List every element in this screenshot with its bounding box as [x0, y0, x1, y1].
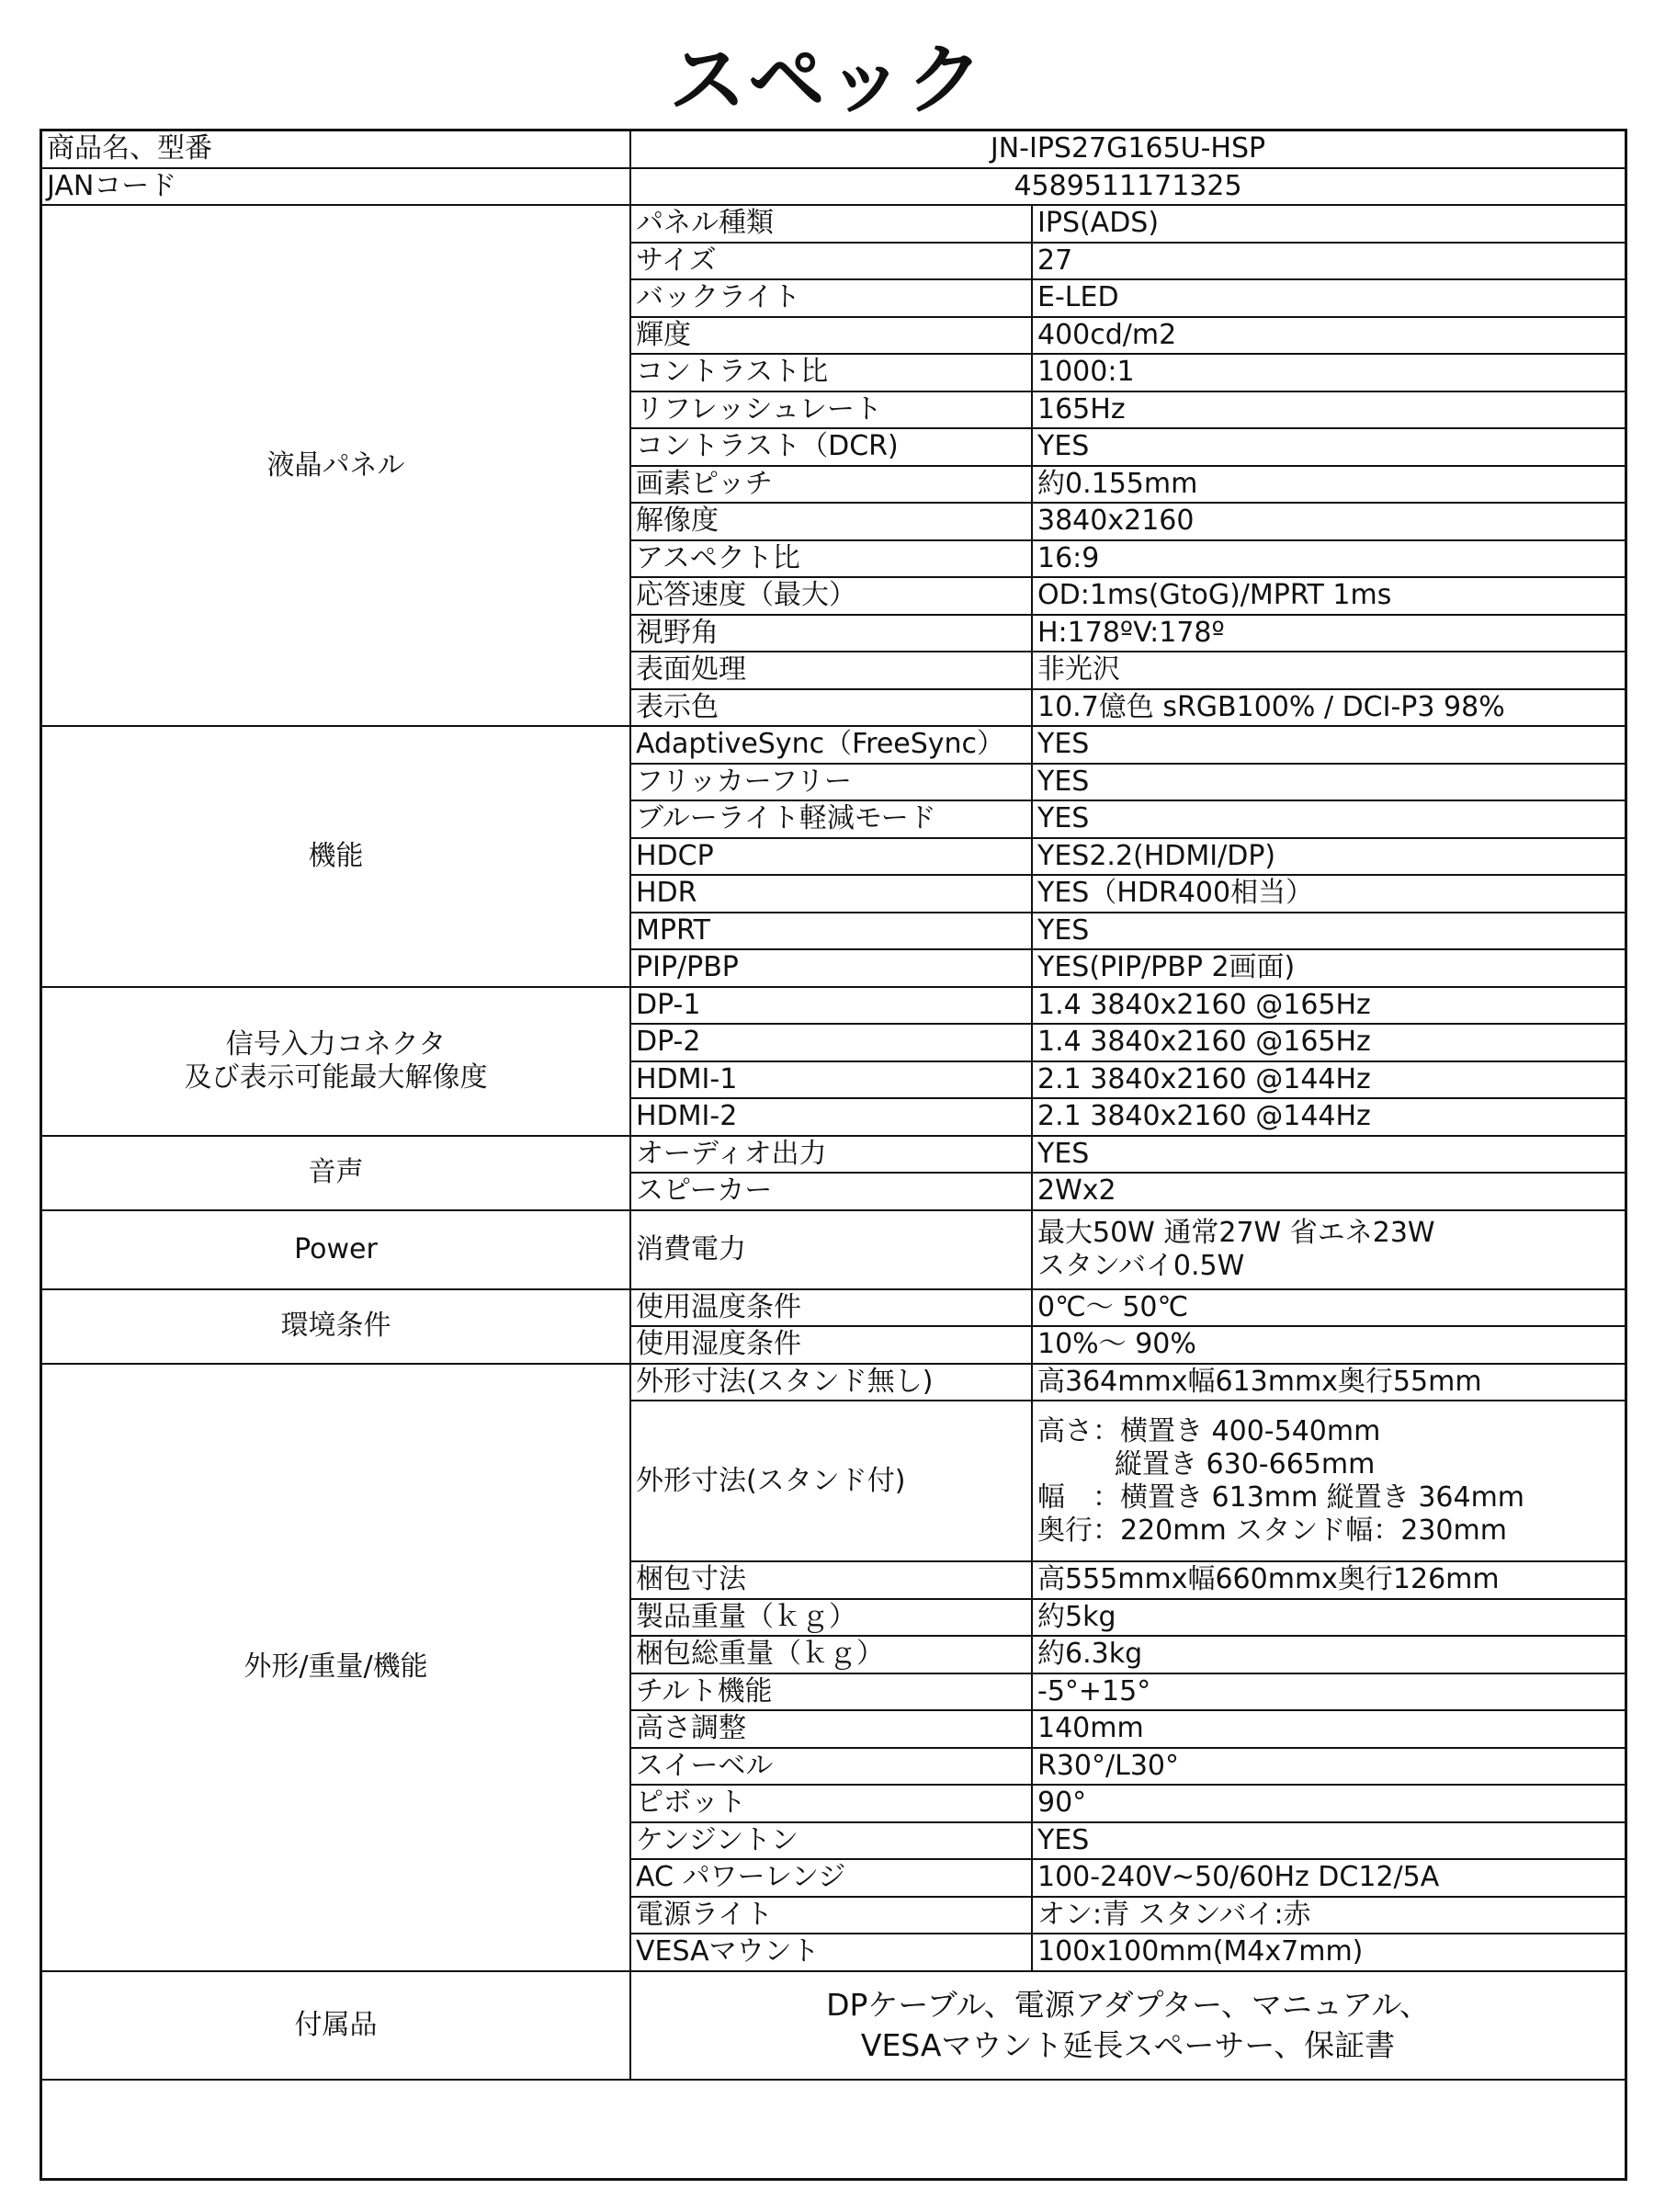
spec-value: 1.4 3840x2160 @165Hz	[1032, 1024, 1626, 1061]
spec-value: 16:9	[1032, 540, 1626, 578]
spec-table	[40, 130, 1626, 2081]
spec-value: 高364mmx幅613mmx奥行55mm	[1032, 1364, 1626, 1401]
spec-value: 2.1 3840x2160 @144Hz	[1032, 1098, 1626, 1136]
spec-label: 使用湿度条件	[630, 1326, 1032, 1364]
table-row	[41, 987, 1626, 1025]
spec-value: 1000:1	[1032, 354, 1626, 391]
spec-value: 2Wx2	[1032, 1173, 1626, 1210]
spec-value: 0℃～ 50℃	[1032, 1289, 1626, 1327]
text-line: 最大50W 通常27W 省エネ23W	[1037, 1216, 1435, 1249]
spec-label: バックライト	[630, 279, 1032, 317]
spec-label: リフレッシュレート	[630, 391, 1032, 429]
table-row	[41, 1136, 1626, 1174]
spec-value: 3840x2160	[1032, 503, 1626, 540]
spec-label: 表示色	[630, 689, 1032, 727]
text-line: スタンバイ0.5W	[1037, 1249, 1245, 1282]
spec-value: 非光沢	[1032, 652, 1626, 689]
spec-label: フリッカーフリー	[630, 764, 1032, 801]
group-label: 付属品	[41, 1971, 630, 2080]
row-value: 4589511171325	[630, 168, 1626, 206]
spec-value: 10%～ 90%	[1032, 1326, 1626, 1364]
group-label: 環境条件	[41, 1289, 630, 1364]
spec-value: オン:青 スタンバイ:赤	[1032, 1897, 1626, 1934]
spec-label: 梱包総重量（ｋｇ）	[630, 1636, 1032, 1673]
group-label: 音声	[41, 1136, 630, 1210]
spec-value: 2.1 3840x2160 @144Hz	[1032, 1061, 1626, 1099]
group-label: 外形/重量/機能	[41, 1364, 630, 1971]
spec-label: MPRT	[630, 913, 1032, 950]
spec-label: HDMI-2	[630, 1098, 1032, 1136]
spec-label: サイズ	[630, 243, 1032, 280]
table-row	[41, 1210, 1626, 1289]
spec-label: 製品重量（ｋｇ）	[630, 1599, 1032, 1637]
spec-value: 1.4 3840x2160 @165Hz	[1032, 987, 1626, 1025]
spec-value: 27	[1032, 243, 1626, 280]
spec-label: 解像度	[630, 503, 1032, 540]
spec-label: HDR	[630, 875, 1032, 913]
table-row	[41, 205, 1626, 243]
spec-label: AdaptiveSync（FreeSync）	[630, 726, 1032, 764]
spec-value: YES	[1032, 428, 1626, 466]
table-row	[41, 1364, 1626, 1401]
spec-label: 使用温度条件	[630, 1289, 1032, 1327]
spec-label: ピボット	[630, 1785, 1032, 1822]
spec-value: 100x100mm(M4x7mm)	[1032, 1934, 1626, 1971]
spec-label: 画素ピッチ	[630, 466, 1032, 504]
spec-label: 輝度	[630, 317, 1032, 355]
page-title: スペック	[668, 35, 985, 125]
spec-label: 電源ライト	[630, 1897, 1032, 1934]
spec-value: 140mm	[1032, 1710, 1626, 1748]
spec-value: 約5kg	[1032, 1599, 1626, 1637]
spec-label: コントラスト比	[630, 354, 1032, 391]
spec-value: YES	[1032, 1822, 1626, 1860]
spec-value: 90°	[1032, 1785, 1626, 1822]
spec-value: H:178ºV:178º	[1032, 615, 1626, 652]
spec-value: YES（HDR400相当）	[1032, 875, 1626, 913]
spec-label: ブルーライト軽減モード	[630, 800, 1032, 838]
spec-value: 400cd/m2	[1032, 317, 1626, 355]
spec-value: YES	[1032, 726, 1626, 764]
spec-value: YES	[1032, 913, 1626, 950]
text-line: 奥行：220mm スタンド幅：230mm	[1037, 1514, 1507, 1547]
text-line: 及び表示可能最大解像度	[184, 1061, 488, 1094]
spec-label: 外形寸法(スタンド付)	[630, 1401, 1032, 1561]
spec-label: DP-2	[630, 1024, 1032, 1061]
spec-label: 消費電力	[630, 1210, 1032, 1289]
table-row	[41, 130, 1626, 168]
group-label: Power	[41, 1210, 630, 1289]
row-label: JANコード	[41, 168, 630, 206]
spec-label: 応答速度（最大）	[630, 577, 1032, 615]
spec-label: 高さ調整	[630, 1710, 1032, 1748]
spec-value: 約6.3kg	[1032, 1636, 1626, 1673]
spec-label: オーディオ出力	[630, 1136, 1032, 1174]
spec-value: 10.7億色 sRGB100% / DCI-P3 98%	[1032, 689, 1626, 727]
spec-label: 梱包寸法	[630, 1561, 1032, 1599]
spec-label: HDMI-1	[630, 1061, 1032, 1099]
spec-value: 高555mmx幅660mmx奥行126mm	[1032, 1561, 1626, 1599]
table-row	[41, 1971, 1626, 2080]
table-row	[41, 168, 1626, 206]
text-line: 幅 ：横置き 613mm 縦置き 364mm	[1037, 1480, 1525, 1514]
table-row	[41, 1289, 1626, 1327]
spec-value	[1032, 1401, 1626, 1561]
text-line: 縦置き 630-665mm	[1115, 1447, 1376, 1480]
text-line: VESAマウント延長スペーサー、保証書	[860, 2026, 1396, 2063]
spec-label: 表面処理	[630, 652, 1032, 689]
spec-label: DP-1	[630, 987, 1032, 1025]
text-line: DPケーブル、電源アダプター、マニュアル、	[826, 1986, 1430, 2023]
text-line: 高さ：横置き 400-540mm	[1037, 1414, 1381, 1447]
spec-value: YES	[1032, 1136, 1626, 1174]
spec-label: ケンジントン	[630, 1822, 1032, 1860]
spec-value	[1032, 1210, 1626, 1289]
table-row	[41, 726, 1626, 764]
spec-value	[630, 1971, 1626, 2080]
spec-label: PIP/PBP	[630, 949, 1032, 987]
spec-value: YES	[1032, 800, 1626, 838]
spec-label: アスペクト比	[630, 540, 1032, 578]
spec-value: -5°+15°	[1032, 1673, 1626, 1711]
spec-label: コントラスト（DCR)	[630, 428, 1032, 466]
text-line: 信号入力コネクタ	[225, 1027, 447, 1061]
spec-value: 100-240V~50/60Hz DC12/5A	[1032, 1859, 1626, 1897]
spec-value: IPS(ADS)	[1032, 205, 1626, 243]
spec-value: YES(PIP/PBP 2画面)	[1032, 949, 1626, 987]
spec-value: YES	[1032, 764, 1626, 801]
row-value: JN-IPS27G165U-HSP	[630, 130, 1626, 168]
spec-value: 165Hz	[1032, 391, 1626, 429]
row-label: 商品名、型番	[41, 130, 630, 168]
spec-value: R30°/L30°	[1032, 1748, 1626, 1786]
spec-label: チルト機能	[630, 1673, 1032, 1711]
group-label: 液晶パネル	[41, 205, 630, 726]
spec-label: スピーカー	[630, 1173, 1032, 1210]
spec-value: E-LED	[1032, 279, 1626, 317]
spec-label: AC パワーレンジ	[630, 1859, 1032, 1897]
spec-label: HDCP	[630, 838, 1032, 876]
spec-value: OD:1ms(GtoG)/MPRT 1ms	[1032, 577, 1626, 615]
spec-label: 視野角	[630, 615, 1032, 652]
spec-value: 約0.155mm	[1032, 466, 1626, 504]
group-label	[41, 987, 630, 1136]
spec-label: 外形寸法(スタンド無し)	[630, 1364, 1032, 1401]
spec-label: VESAマウント	[630, 1934, 1032, 1971]
spec-label: パネル種類	[630, 205, 1032, 243]
spec-value: YES2.2(HDMI/DP)	[1032, 838, 1626, 876]
group-label: 機能	[41, 726, 630, 987]
spec-label: スイーベル	[630, 1748, 1032, 1786]
